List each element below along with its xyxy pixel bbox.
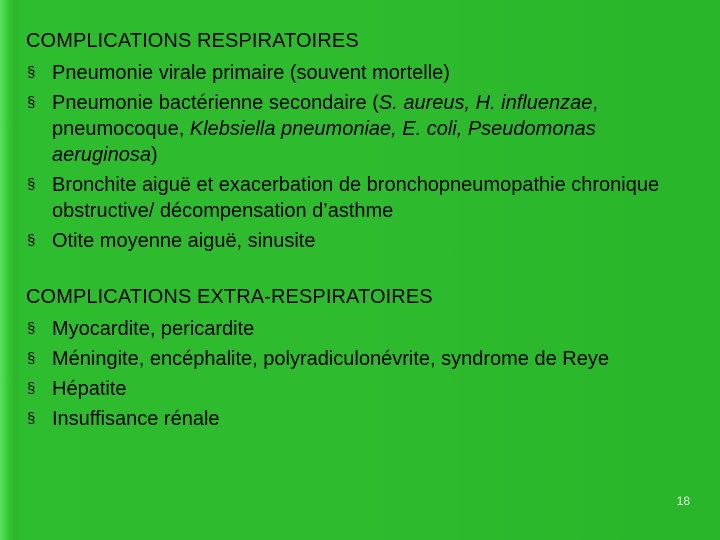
bullet-icon: § <box>27 232 36 249</box>
slide-content <box>26 28 706 436</box>
item-text: Méningite, encéphalite, polyradiculonévrite, syndrome de Reye <box>52 348 609 370</box>
bullet-icon: § <box>27 410 36 427</box>
bullet-list <box>26 60 706 254</box>
bullet-icon: § <box>27 176 36 193</box>
item-text: Otite moyenne aiguë, sinusite <box>52 230 316 252</box>
list-item <box>26 406 706 432</box>
list-item <box>26 90 706 168</box>
list-item <box>26 60 706 86</box>
slide-left-accent <box>0 0 14 540</box>
item-text: Pneumonie virale primaire (souvent mortelle) <box>52 62 450 84</box>
section-extra-respiratory <box>26 284 706 432</box>
list-item <box>26 346 706 372</box>
list-item <box>26 376 706 402</box>
item-text-italic: Klebsiella pneumoniae, E. coli, Pseudomonas aeruginosa <box>52 118 596 166</box>
item-text-italic: S. aureus, H. influenzae <box>378 92 593 114</box>
item-text: Hépatite <box>52 378 127 400</box>
section-heading: COMPLICATIONS RESPIRATOIRES <box>26 30 359 52</box>
bullet-icon: § <box>27 64 36 81</box>
list-item <box>26 228 706 254</box>
bullet-icon: § <box>27 320 36 337</box>
item-text: Insuffisance rénale <box>52 408 220 430</box>
item-text: Bronchite aiguë et exacerbation de bronchopneumopathie chronique obstructive/ décompensation d’asthme <box>52 174 660 222</box>
bullet-icon: § <box>27 350 36 367</box>
bullet-icon: § <box>27 94 36 111</box>
bullet-icon: § <box>27 380 36 397</box>
page-number: 18 <box>676 494 690 508</box>
item-text: Myocardite, pericardite <box>52 318 255 340</box>
list-item <box>26 316 706 342</box>
item-text: , pneumocoque, <box>52 92 598 140</box>
item-text: ) <box>150 144 158 166</box>
section-heading: COMPLICATIONS EXTRA-RESPIRATOIRES <box>26 286 433 308</box>
list-item <box>26 172 706 224</box>
item-text: Pneumonie bactérienne secondaire ( <box>52 92 379 114</box>
section-respiratory <box>26 28 706 254</box>
bullet-list <box>26 316 706 432</box>
